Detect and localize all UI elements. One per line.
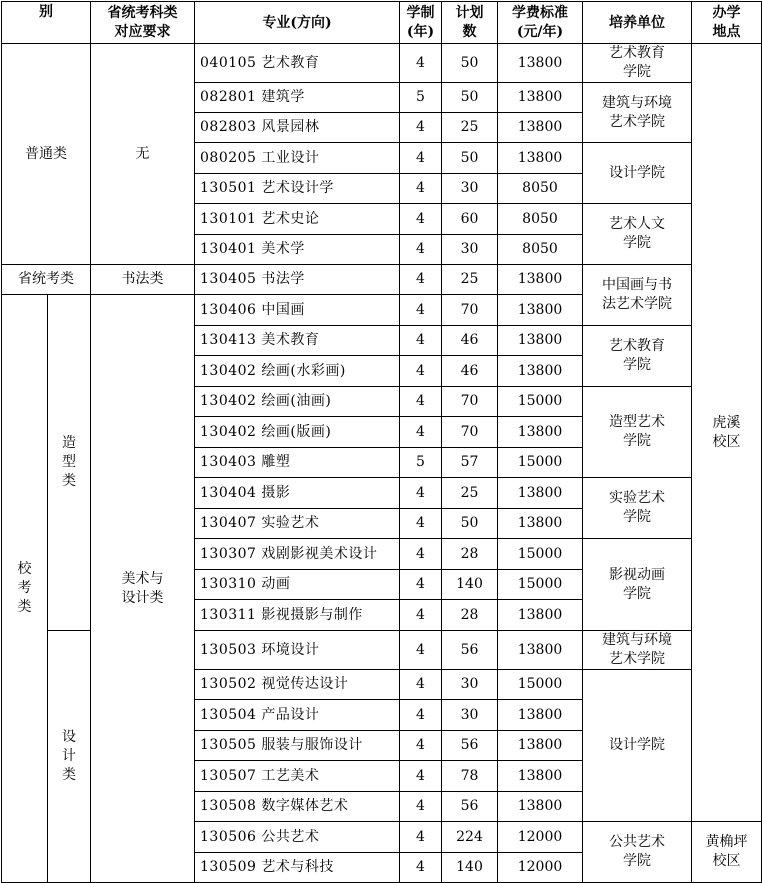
unit-cell	[583, 204, 692, 265]
years-cell: 4	[400, 509, 442, 539]
major-cell: 130403 雕塑	[195, 448, 400, 478]
campus-line1: 黄桷坪	[705, 834, 748, 850]
years-cell: 4	[400, 853, 442, 883]
header-campus	[692, 2, 762, 44]
header-requirement-line1: 省统考科类	[107, 4, 178, 21]
years-cell: 4	[400, 417, 442, 448]
unit-line1: 实验艺术	[609, 490, 665, 506]
unit-line2: 学院	[623, 235, 651, 251]
years-cell: 5	[400, 448, 442, 478]
header-quota	[442, 2, 498, 44]
years-cell: 4	[400, 265, 442, 295]
years-cell: 4	[400, 235, 442, 265]
major-cell: 130508 数字媒体艺术	[195, 792, 400, 822]
major-cell: 130407 实验艺术	[195, 509, 400, 539]
header-row	[2, 2, 762, 44]
unit-line2: 学院	[623, 433, 651, 449]
unit-line1: 造型艺术	[609, 414, 665, 430]
unit-line2: 法艺术学院	[602, 296, 672, 312]
quota-cell: 56	[442, 731, 498, 761]
table-row	[2, 44, 762, 83]
subcategory-modeling	[48, 295, 91, 631]
unit-cell	[583, 670, 692, 822]
major-cell: 040105 艺术教育	[195, 44, 400, 83]
campus-line1: 虎溪	[712, 414, 741, 431]
years-cell: 4	[400, 570, 442, 600]
unit-line1: 公共艺术	[609, 834, 665, 850]
fee-cell: 13800	[498, 143, 583, 174]
quota-cell: 50	[442, 44, 498, 83]
unit-line1: 设计学院	[609, 737, 665, 753]
requirement-provincial	[91, 265, 195, 295]
years-cell: 4	[400, 204, 442, 235]
unit-line1: 设计学院	[609, 164, 665, 181]
major-cell: 130501 艺术设计学	[195, 174, 400, 204]
quota-cell: 28	[442, 600, 498, 631]
fee-cell: 13800	[498, 44, 583, 83]
fee-cell: 13800	[498, 295, 583, 326]
quota-cell: 30	[442, 670, 498, 700]
years-cell: 4	[400, 44, 442, 83]
category-general	[2, 44, 91, 265]
unit-line1: 建筑与环境	[602, 632, 672, 648]
quota-cell: 140	[442, 570, 498, 600]
category-school-label: 校考类	[17, 561, 32, 615]
header-requirement	[91, 2, 195, 44]
years-cell: 4	[400, 731, 442, 761]
subcategory-design-label: 设计类	[62, 729, 76, 783]
fee-cell: 13800	[498, 631, 583, 670]
major-cell: 130509 艺术与科技	[195, 853, 400, 883]
quota-cell: 78	[442, 761, 498, 792]
header-campus-line1: 办学	[712, 4, 741, 21]
requirement-general-label: 无	[135, 145, 150, 162]
campus-huangjueping	[692, 822, 762, 883]
category-provincial	[2, 265, 91, 295]
fee-cell: 8050	[498, 174, 583, 204]
years-cell: 4	[400, 700, 442, 731]
header-years	[400, 2, 442, 44]
requirement-school-line2: 设计类	[121, 589, 164, 606]
header-fee-line1: 学费标准	[512, 4, 568, 21]
quota-cell: 70	[442, 295, 498, 326]
fee-cell: 15000	[498, 448, 583, 478]
years-cell: 5	[400, 83, 442, 113]
unit-cell	[583, 387, 692, 478]
fee-cell: 15000	[498, 387, 583, 417]
major-cell: 130502 视觉传达设计	[195, 670, 400, 700]
fee-cell: 13800	[498, 478, 583, 509]
unit-cell	[583, 822, 692, 883]
major-cell: 130402 绘画(油画)	[195, 387, 400, 417]
quota-cell: 30	[442, 174, 498, 204]
years-cell: 4	[400, 539, 442, 570]
quota-cell: 46	[442, 356, 498, 387]
unit-line1: 艺术教育	[609, 338, 665, 354]
header-quota-line2: 数	[462, 23, 477, 40]
quota-cell: 60	[442, 204, 498, 235]
years-cell: 4	[400, 387, 442, 417]
header-unit-text: 培养单位	[609, 14, 665, 31]
requirement-general	[91, 44, 195, 265]
major-cell: 130503 环境设计	[195, 631, 400, 670]
subcategory-design	[48, 631, 91, 883]
fee-cell: 13800	[498, 509, 583, 539]
header-years-line1: 学制	[406, 4, 435, 21]
years-cell: 4	[400, 356, 442, 387]
fee-cell: 12000	[498, 822, 583, 853]
major-cell: 130307 戏剧影视美术设计	[195, 539, 400, 570]
header-years-line2: (年)	[406, 23, 435, 40]
category-school	[2, 295, 48, 883]
header-requirement-line2: 对应要求	[114, 23, 171, 40]
years-cell: 4	[400, 326, 442, 356]
fee-cell: 13800	[498, 761, 583, 792]
unit-cell	[583, 326, 692, 387]
unit-cell	[583, 631, 692, 670]
years-cell: 4	[400, 143, 442, 174]
header-category	[2, 2, 91, 44]
years-cell: 4	[400, 174, 442, 204]
quota-cell: 25	[442, 478, 498, 509]
quota-cell: 46	[442, 326, 498, 356]
header-quota-line1: 计划	[455, 4, 484, 21]
category-provincial-label: 省统考类	[18, 271, 74, 287]
fee-cell: 13800	[498, 83, 583, 113]
years-cell: 4	[400, 478, 442, 509]
unit-cell	[583, 478, 692, 539]
quota-cell: 140	[442, 853, 498, 883]
table-row	[2, 265, 762, 295]
quota-cell: 30	[442, 700, 498, 731]
fee-cell: 13800	[498, 700, 583, 731]
enrollment-table	[1, 1, 762, 883]
years-cell: 4	[400, 822, 442, 853]
major-cell: 130101 艺术史论	[195, 204, 400, 235]
unit-line2: 学院	[623, 853, 651, 869]
quota-cell: 57	[442, 448, 498, 478]
major-cell: 130504 产品设计	[195, 700, 400, 731]
header-unit	[583, 2, 692, 44]
quota-cell: 56	[442, 792, 498, 822]
header-major-text: 专业(方向)	[262, 14, 332, 31]
fee-cell: 15000	[498, 539, 583, 570]
major-cell: 130402 绘画(水彩画)	[195, 356, 400, 387]
major-cell: 130506 公共艺术	[195, 822, 400, 853]
years-cell: 4	[400, 295, 442, 326]
major-cell: 082801 建筑学	[195, 83, 400, 113]
quota-cell: 56	[442, 631, 498, 670]
fee-cell: 15000	[498, 670, 583, 700]
campus-line2: 校区	[712, 433, 741, 450]
major-cell: 130310 动画	[195, 570, 400, 600]
header-fee-line2: (元/年)	[516, 23, 564, 40]
unit-line2: 学院	[623, 64, 651, 80]
fee-cell: 13800	[498, 417, 583, 448]
requirement-school-line1: 美术与	[121, 570, 164, 587]
major-cell: 130405 书法学	[195, 265, 400, 295]
unit-line2: 学院	[623, 509, 651, 525]
fee-cell: 13800	[498, 600, 583, 631]
fee-cell: 13800	[498, 356, 583, 387]
major-cell: 130311 影视摄影与制作	[195, 600, 400, 631]
quota-cell: 50	[442, 83, 498, 113]
header-fee	[498, 2, 583, 44]
category-general-label: 普通类	[25, 145, 67, 162]
quota-cell: 70	[442, 387, 498, 417]
unit-line1: 中国画与书	[602, 277, 672, 293]
quota-cell: 70	[442, 417, 498, 448]
header-category-text: 别	[39, 4, 53, 20]
unit-line2: 学院	[623, 585, 651, 602]
header-major	[195, 2, 400, 44]
quota-cell: 224	[442, 822, 498, 853]
major-cell: 082803 风景园林	[195, 113, 400, 143]
quota-cell: 25	[442, 113, 498, 143]
fee-cell: 13800	[498, 326, 583, 356]
subcategory-modeling-label: 造型类	[62, 435, 76, 489]
years-cell: 4	[400, 761, 442, 792]
years-cell: 4	[400, 631, 442, 670]
quota-cell: 30	[442, 235, 498, 265]
major-cell: 130404 摄影	[195, 478, 400, 509]
unit-line2: 学院	[623, 357, 651, 373]
fee-cell: 13800	[498, 792, 583, 822]
major-cell: 080205 工业设计	[195, 143, 400, 174]
unit-line1: 艺术人文	[609, 216, 665, 232]
unit-cell	[583, 83, 692, 143]
requirement-school	[91, 295, 195, 883]
unit-line2: 艺术学院	[609, 113, 665, 130]
quota-cell: 50	[442, 509, 498, 539]
requirement-provincial-label: 书法类	[121, 271, 164, 287]
fee-cell: 15000	[498, 570, 583, 600]
years-cell: 4	[400, 792, 442, 822]
fee-cell: 12000	[498, 853, 583, 883]
fee-cell: 8050	[498, 235, 583, 265]
years-cell: 4	[400, 670, 442, 700]
campus-line2: 校区	[712, 853, 741, 869]
fee-cell: 8050	[498, 204, 583, 235]
years-cell: 4	[400, 113, 442, 143]
fee-cell: 13800	[498, 265, 583, 295]
years-cell: 4	[400, 600, 442, 631]
major-cell: 130413 美术教育	[195, 326, 400, 356]
unit-line1: 影视动画	[609, 566, 665, 583]
major-cell: 130402 绘画(版画)	[195, 417, 400, 448]
unit-cell	[583, 44, 692, 83]
major-cell: 130401 美术学	[195, 235, 400, 265]
major-cell: 130507 工艺美术	[195, 761, 400, 792]
unit-cell	[583, 539, 692, 631]
header-campus-line2: 地点	[712, 23, 741, 40]
unit-line1: 艺术教育	[609, 45, 665, 61]
quota-cell: 50	[442, 143, 498, 174]
unit-line1: 建筑与环境	[602, 94, 672, 111]
campus-huxi	[692, 44, 762, 822]
unit-cell	[583, 265, 692, 326]
major-cell: 130505 服装与服饰设计	[195, 731, 400, 761]
fee-cell: 13800	[498, 731, 583, 761]
fee-cell: 13800	[498, 113, 583, 143]
major-cell: 130406 中国画	[195, 295, 400, 326]
unit-line2: 艺术学院	[609, 651, 665, 667]
unit-cell	[583, 143, 692, 204]
quota-cell: 25	[442, 265, 498, 295]
quota-cell: 28	[442, 539, 498, 570]
